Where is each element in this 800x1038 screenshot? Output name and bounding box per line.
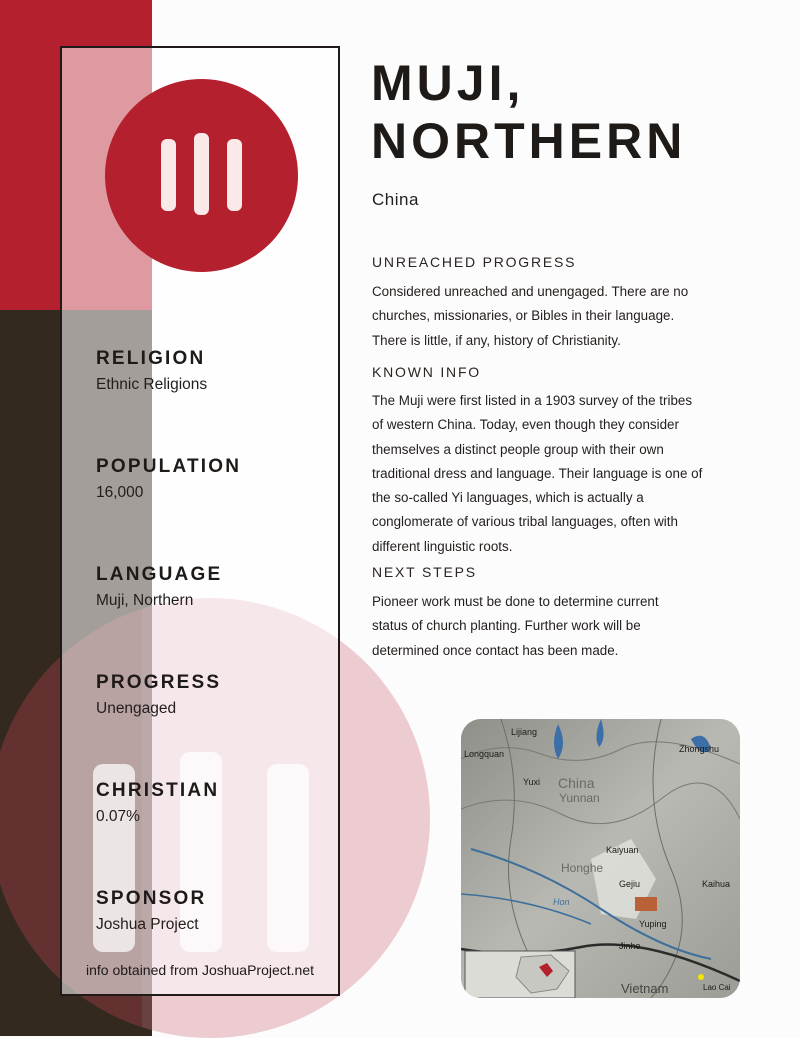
- logo-bar-left: [161, 139, 176, 211]
- map-terrain: [461, 719, 740, 998]
- map-label: Lijiang: [511, 727, 538, 737]
- map-label: Jinhe: [619, 941, 641, 951]
- stat-population: [96, 456, 336, 502]
- section-body: [372, 389, 757, 559]
- stat-label: SPONSOR: [96, 888, 207, 909]
- map-label: Yuping: [639, 919, 667, 929]
- body-line: There is little, if any, history of Christianity.: [372, 332, 621, 348]
- stat-value: Ethnic Religions: [96, 376, 208, 393]
- logo-bar-middle: [194, 133, 209, 215]
- section-heading: KNOWN INFO: [372, 364, 481, 380]
- section-body: [372, 280, 757, 353]
- map-label: Honghe: [561, 861, 604, 875]
- stat-label: CHRISTIAN: [96, 780, 220, 801]
- map-label: Zhongshu: [679, 744, 720, 754]
- stat-value: Unengaged: [96, 700, 177, 717]
- stat-label: RELIGION: [96, 348, 206, 369]
- map-label: Kaiyuan: [606, 845, 639, 855]
- map-label: Lao Cai: [703, 983, 731, 992]
- map-label: Yuxi: [523, 777, 541, 787]
- stat-progress: [96, 672, 336, 718]
- body-line: the so-called Yi languages, which is actually a: [372, 490, 644, 506]
- stat-label: LANGUAGE: [96, 564, 223, 585]
- map-label: Kaihua: [702, 879, 731, 889]
- title-line: MUJI,: [371, 55, 525, 111]
- stat-christian: [96, 780, 336, 826]
- body-line: different linguistic roots.: [372, 538, 513, 554]
- stat-value: 16,000: [96, 484, 144, 501]
- body-line: Pioneer work must be done to determine current: [372, 594, 659, 609]
- section-body: [372, 590, 757, 663]
- stat-label: PROGRESS: [96, 672, 222, 693]
- map-label: Yunnan: [559, 791, 600, 805]
- source-note: info obtained from JoshuaProject.net: [85, 962, 315, 978]
- stat-value: 0.07%: [96, 808, 140, 825]
- logo-bar-right: [227, 139, 242, 211]
- body-line: status of church planting. Further work will be: [372, 618, 641, 634]
- stat-sponsor: [96, 888, 336, 934]
- section-heading: UNREACHED PROGRESS: [372, 254, 577, 270]
- stat-language: [96, 564, 336, 610]
- map-label: Longquan: [464, 749, 505, 759]
- stat-value: Joshua Project: [96, 916, 199, 933]
- map-label: Vietnam: [621, 981, 669, 996]
- map-label: China: [558, 775, 595, 791]
- section-heading: NEXT STEPS: [372, 564, 477, 580]
- map-label: Hon: [553, 897, 570, 907]
- title-line: NORTHERN: [371, 113, 687, 169]
- body-line: churches, missionaries, or Bibles in their language.: [372, 308, 675, 324]
- location-map: [461, 719, 740, 998]
- body-line: Considered unreached and unengaged. There are no: [372, 284, 689, 299]
- stat-religion: [96, 348, 336, 394]
- body-line: The Muji were first listed in a 1903 survey of the tribes: [372, 393, 693, 408]
- stat-label: POPULATION: [96, 456, 242, 477]
- body-line: traditional dress and language. Their language is one of: [372, 465, 703, 481]
- body-line: conglomerate of various tribal languages, often with: [372, 514, 678, 530]
- logo-icon: [105, 79, 298, 272]
- body-line: of western China. Today, even though they consider: [372, 417, 679, 433]
- page-title: [371, 54, 771, 170]
- map-label: Gejiu: [619, 879, 641, 889]
- body-line: themselves a distinct people group with their own: [372, 441, 664, 457]
- body-line: determined once contact has been made.: [372, 642, 619, 658]
- stat-value: Muji, Northern: [96, 592, 194, 609]
- country-label: China: [372, 190, 419, 209]
